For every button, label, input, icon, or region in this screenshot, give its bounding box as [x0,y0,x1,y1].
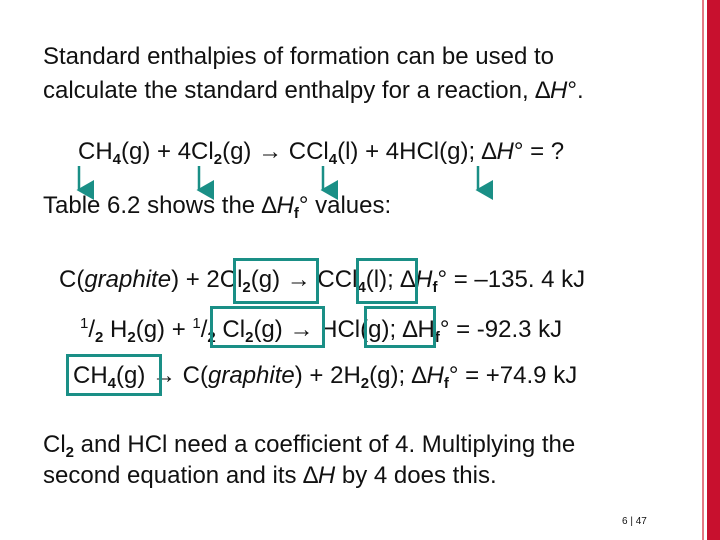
cl2-subscript: 2 [65,444,75,461]
state-g: (g) [222,138,259,165]
page-number: 6 | 47 [622,516,647,527]
eq2-state: (g) + [135,316,193,343]
eq1-subscript: 4 [357,279,366,296]
eq3-state: (g) [369,362,399,389]
intro-text-1: Standard enthalpies of formation can be used to [43,43,555,70]
reaction-arrow: → [289,316,314,343]
ccl4-subscript: 4 [328,151,338,168]
delta-symbol: ∆ [535,77,550,104]
fraction-slash: / [200,316,208,343]
conclusion-text-1: and HCl need a coefficient of 4. Multiplying the [74,431,576,458]
table-note-tail: ° values: [298,192,392,219]
eq2-value: ° = -92.3 kJ [439,316,563,343]
side-accent-bar [707,0,720,540]
state-g: (g) [121,138,151,165]
formation-subscript: f [434,329,440,346]
fraction-slash: / [88,316,96,343]
eq2-subscript: 2 [127,329,136,346]
enthalpy-symbol: H [276,192,294,219]
eq3-delta: ; ∆ [398,362,427,389]
unknown-value: ° = ? [513,138,565,165]
cl2-subscript: 2 [213,151,223,168]
hcl-term: + 4HCl [358,138,440,165]
eq1-value: ° = –135. 4 kJ [437,266,586,293]
eq2-delta: ; ∆H [389,316,435,343]
intro-text-2: calculate the standard enthalpy for a reaction, [43,77,536,104]
eq1-cl2: ) + 2Cl [171,266,243,293]
eq1-graphite: graphite [84,266,172,293]
enthalpy-symbol: H [317,462,336,489]
reaction-arrow: → [258,138,283,165]
eq1-c: C( [59,266,85,293]
eq1-ccl4: CCl [310,266,358,293]
eq3-ch4: CH [73,362,108,389]
formation-subscript: f [432,279,438,296]
formation-subscript: f [443,375,449,392]
state-l: (l) [337,138,359,165]
highlight-box-ch4 [66,354,162,396]
reaction-arrow: → [152,362,177,389]
enthalpy-symbol: H [415,266,433,293]
conclusion-line-1 [43,431,575,459]
highlight-box-hcl [364,306,436,348]
conclusion-text-2: second equation and its ∆ [43,462,318,489]
eq3-subscript: 2 [360,375,370,392]
eq3-subscript: 4 [107,375,117,392]
conclusion-text-3: by 4 does this. [335,462,497,489]
eq1-delta: ; ∆ [387,266,416,293]
fraction-numerator: 1 [192,315,201,332]
eq3-graphite: graphite [208,362,295,389]
eq3-state: (g) [116,362,153,389]
eq3-c: C( [176,362,209,389]
eq2-h2: H [103,316,128,343]
ch4-subscript: 4 [112,151,122,168]
cl2-coefficient: + 4Cl [150,138,214,165]
state-g: (g) [439,138,469,165]
fraction-numerator: 1 [80,315,89,332]
eq2-state: (g) [360,316,390,343]
enthalpy-symbol: H [426,362,444,389]
eq2-hcl: HCl [313,316,361,343]
formation-subscript: f [293,205,299,222]
eq3-h2: ) + 2H [294,362,361,389]
enthalpy-symbol: H [496,138,514,165]
ch4-formula: CH [78,138,113,165]
cl2-text: Cl [43,431,66,458]
enthalpy-symbol: H [550,77,568,104]
eq3-value: ° = +74.9 kJ [448,362,578,389]
fraction-denominator: 2 [95,329,104,346]
equation-1 [59,266,585,294]
eq2-state: (g) [253,316,290,343]
delta-label: ; ∆ [468,138,497,165]
highlight-box-ccl4 [356,258,418,304]
degree-period: °. [567,77,584,104]
eq2-subscript: 2 [245,329,254,346]
eq1-state: (l) [365,266,388,293]
eq1-state: (g) [250,266,287,293]
ccl4-formula: CCl [282,138,329,165]
table-note-text: Table 6.2 shows the ∆ [43,192,277,219]
highlight-box-cl2 [233,258,319,304]
fraction-denominator: 2 [207,329,216,346]
conclusion-line-2 [43,462,497,490]
eq1-subscript: 2 [242,279,251,296]
reaction-arrow: → [286,266,311,293]
eq2-cl2: Cl [215,316,246,343]
highlight-box-half-h2 [210,306,325,348]
